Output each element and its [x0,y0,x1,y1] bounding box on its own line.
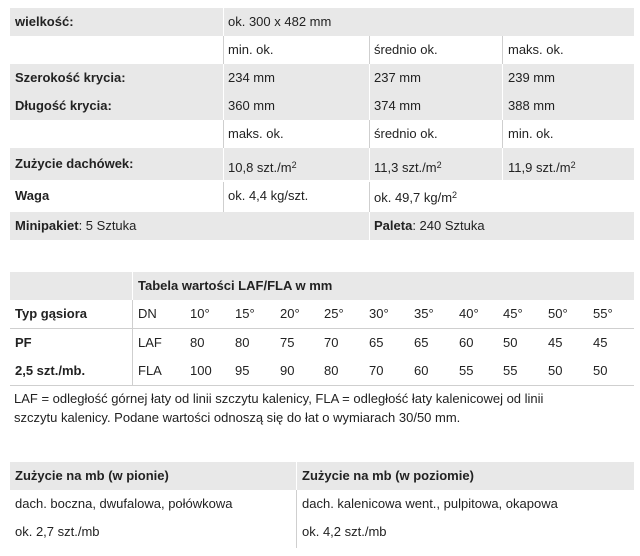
cover-width-max: 239 mm [508,70,555,85]
laf-45: 50 [503,335,518,350]
angle-15: 15° [235,306,255,321]
laf-40: 60 [459,335,474,350]
weight-row [10,182,634,212]
laf-20: 75 [280,335,295,350]
angle-25: 25° [324,306,344,321]
cover-length-max: 388 mm [508,98,555,113]
header-row-1 [10,36,634,64]
fla-55: 50 [593,363,608,378]
fla-25: 80 [324,363,339,378]
hdr1-avg: średnio ok. [374,42,438,57]
size-value: ok. 300 x 482 mm [228,14,332,29]
cover-length-min: 360 mm [228,98,275,113]
fla-45: 55 [503,363,518,378]
size-label: wielkość: [15,14,74,29]
cover-width-min: 234 mm [228,70,275,85]
hdr1-min: min. ok. [228,42,274,57]
row1-label: PF [15,335,32,350]
fla-20: 90 [280,363,295,378]
cover-width-label: Szerokość krycia: [15,70,126,85]
hdr2-avg: średnio ok. [374,126,438,141]
footnote-line-2: szczytu kalenicy. Podane wartości odnoszą się do łat o wymiarach 30/50 mm. [14,410,461,425]
pack-row [10,212,634,240]
angle-55: 55° [593,306,613,321]
weight-label: Waga [15,188,50,203]
hdr2-max: maks. ok. [228,126,284,141]
angle-50: 50° [548,306,568,321]
consumption-header [10,462,634,490]
horizontal-desc: dach. kalenicowa went., pulpitowa, okapowa [302,496,558,511]
row1-key: LAF [138,335,162,350]
angle-45: 45° [503,306,523,321]
laf-row [10,329,634,357]
fla-35: 60 [414,363,429,378]
angle-35: 35° [414,306,434,321]
laf-25: 70 [324,335,339,350]
type-label: Typ gąsiora [15,306,88,321]
row2-label: 2,5 szt./mb. [15,363,86,378]
weight-v1: ok. 4,4 kg/szt. [228,188,309,203]
horizontal-title: Zużycie na mb (w poziomie) [302,468,474,483]
footnote-line-1: LAF = odległość górnej łaty od linii szczytu kalenicy, FLA = odległość łaty kalenicowej od linii [14,391,544,406]
usage-v2: 11,3 $szt./m^2$ [374,160,442,175]
angle-40: 40° [459,306,479,321]
header-row-2 [10,120,634,148]
cover-width-avg: 237 mm [374,70,421,85]
laf-35: 65 [414,335,429,350]
cover-length-label: Długość krycia: [15,98,112,113]
fla-50: 50 [548,363,563,378]
laf-title: Tabela wartości LAF/FLA w mm [138,278,333,293]
consumption-desc-row [10,490,634,518]
vertical-title: Zużycie na mb (w pionie) [15,468,169,483]
laf-header-row [10,300,634,328]
angle-30: 30° [369,306,389,321]
weight-v2: ok. 49,7 $kg/m^2$ [374,190,458,205]
cover-length-avg: 374 mm [374,98,421,113]
row2-key: FLA [138,363,162,378]
laf-footnote [14,389,624,427]
vertical-value: ok. 2,7 szt./mb [15,524,100,539]
laf-15: 80 [235,335,250,350]
laf-50: 45 [548,335,563,350]
angle-20: 20° [280,306,300,321]
angle-10: 10° [190,306,210,321]
usage-label: Zużycie dachówek: [15,156,134,171]
cover-block [10,64,634,120]
dn-label: DN [138,306,157,321]
fla-40: 55 [459,363,474,378]
usage-v1: 10,8 $szt./m^2$ [228,160,297,175]
fla-30: 70 [369,363,384,378]
usage-row [10,148,634,180]
hdr1-max: maks. ok. [508,42,564,57]
fla-10: 100 [190,363,212,378]
pallet: Paleta: 240 Sztuka [374,218,485,233]
fla-15: 95 [235,363,250,378]
laf-30: 65 [369,335,384,350]
horizontal-value: ok. 4,2 szt./mb [302,524,387,539]
minipack: Minipakiet: 5 Sztuka [15,218,137,233]
laf-55: 45 [593,335,608,350]
fla-row [10,357,634,385]
hdr2-min: min. ok. [508,126,554,141]
laf-title-row [10,272,634,300]
consumption-value-row [10,518,634,548]
laf-10: 80 [190,335,205,350]
size-row [10,8,634,36]
usage-v3: 11,9 $szt./m^2$ [508,160,576,175]
vertical-desc: dach. boczna, dwufalowa, połówkowa [15,496,233,511]
